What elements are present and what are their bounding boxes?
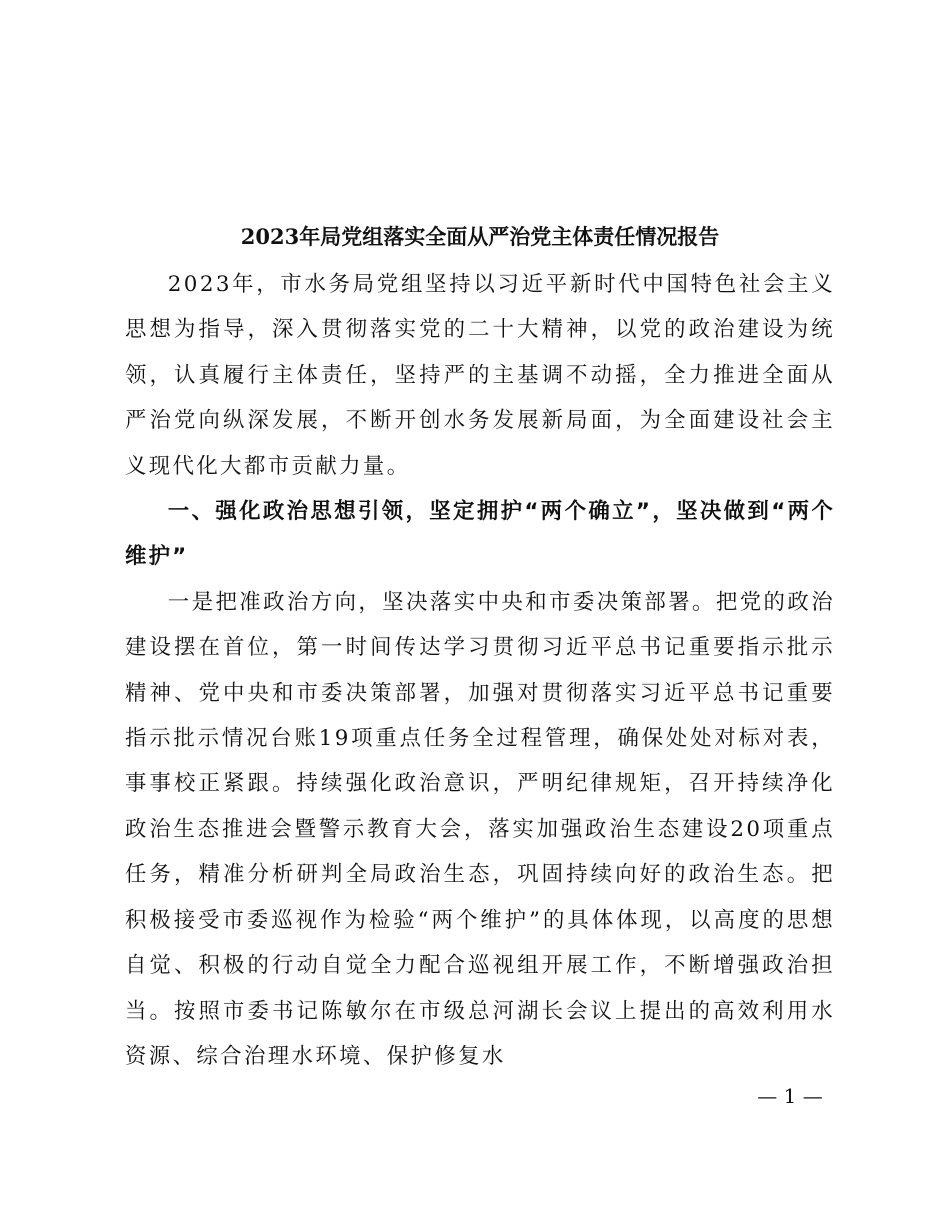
page-number: — 1 — — [757, 1084, 823, 1108]
document-title: 2023年局党组落实全面从严治党主体责任情况报告 — [240, 224, 720, 249]
document-body — [125, 262, 835, 1079]
body-paragraph: 一是把准政治方向，坚决落实中央和市委决策部署。把党的政治建设摆在首位，第一时间传达学习贯彻习近平总书记重要指示批示精神、党中央和市委决策部署，加强对贯彻落实习近平总书记重要指示批示情况台账19项重点任务全过程管理，确保处处对标对表，事事校正紧跟。持续强化政治意识，严明纪律规矩，召开持续净化政治生态推进会暨警示教育大会，落实加强政治生态建设20项重点任务，精准分析研判全局政治生态，巩固持续向好的政治生态。把积极接受市委巡视作为检验“两个维护”的具体体现，以高度的思想自觉、积极的行动自觉全力配合巡视组开展工作，不断增强政治担当。按照市委书记陈敏尔在市级总河湖长会议上提出的高效利用水资源、综合治理水环境、保护修复水 — [125, 589, 835, 1069]
section-heading: 一、强化政治思想引领，坚定拥护“两个确立”，坚决做到“两个维护” — [125, 499, 835, 570]
intro-paragraph: 2023年，市水务局党组坚持以习近平新时代中国特色社会主义思想为指导，深入贯彻落实党的二十大精神，以党的政治建设为统领，认真履行主体责任，坚持严的主基调不动摇，全力推进全面从严治党向纵深发展，不断开创水务发展新局面，为全面建设社会主义现代化大都市贡献力量。 — [125, 272, 835, 479]
